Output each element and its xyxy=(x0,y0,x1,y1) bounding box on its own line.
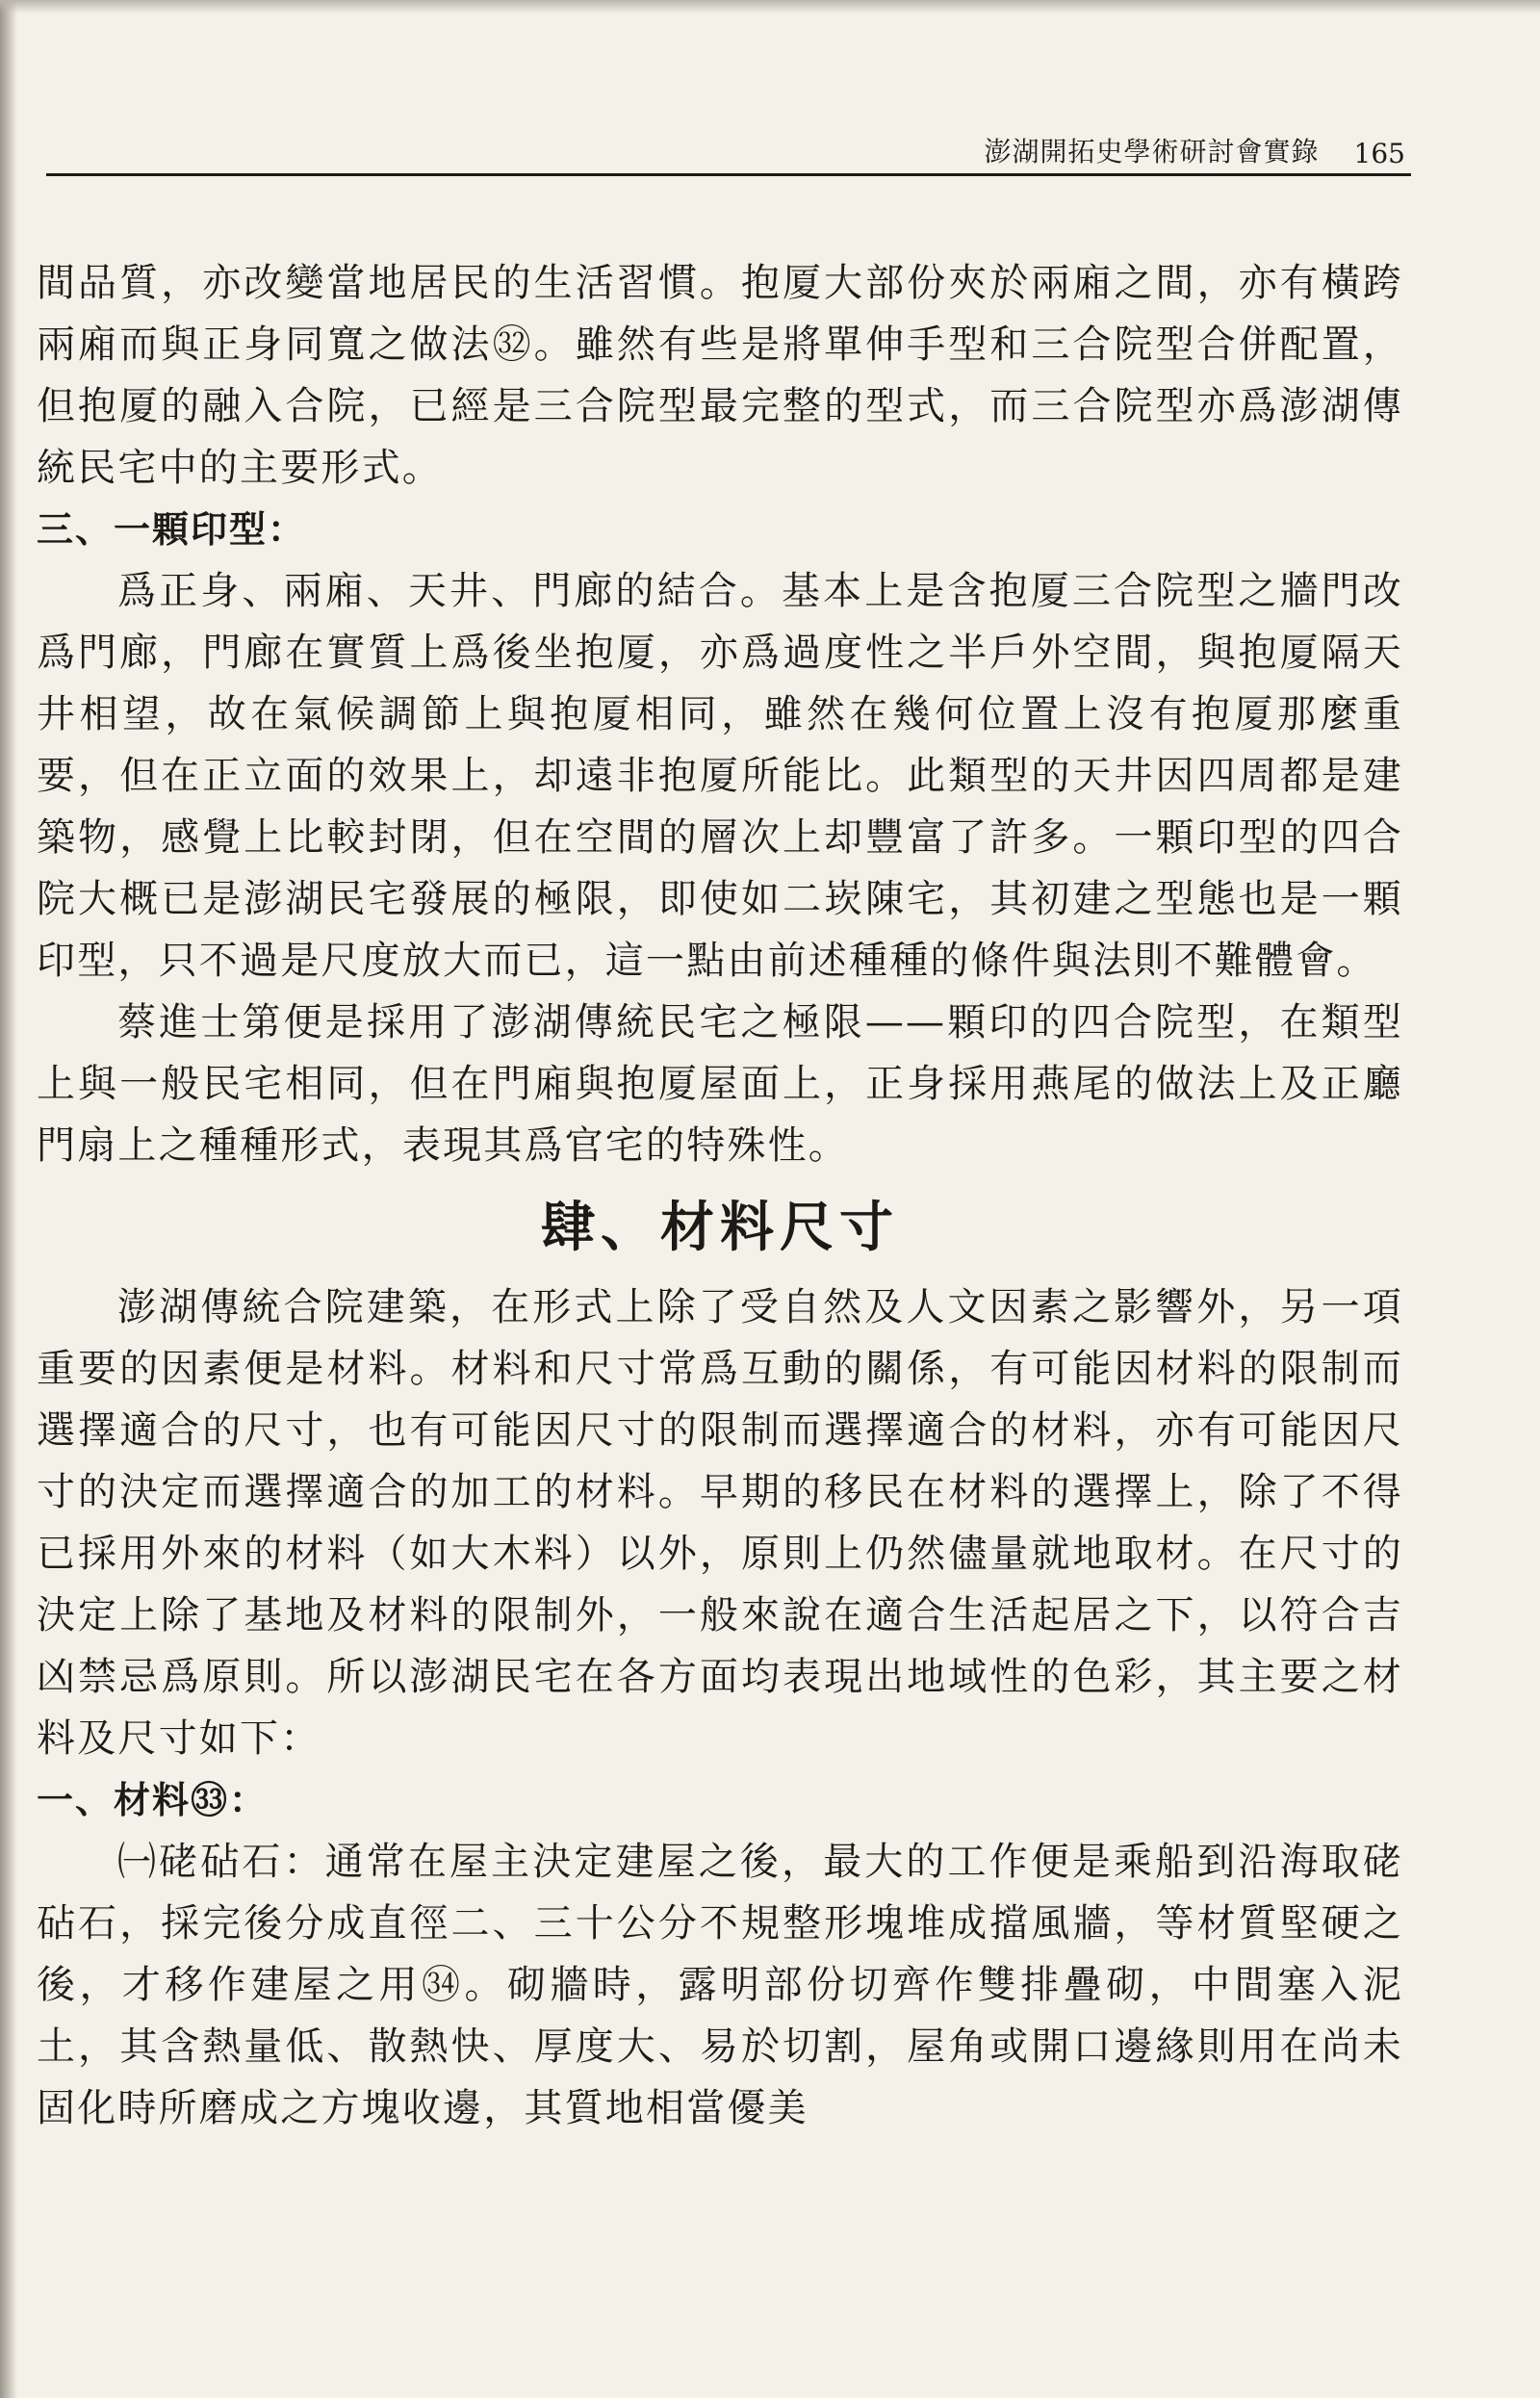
paragraph-continued: 間品質，亦改變當地居民的生活習慣。抱厦大部份夾於兩廂之間，亦有橫跨兩廂而與正身同寬之做法㉜。雖然有些是將單伸手型和三合院型合併配置，但抱厦的融入合院，已經是三合院型最完整的型式，而三合院型亦爲澎湖傳統民宅中的主要形式。 xyxy=(37,261,1403,490)
binding-shadow xyxy=(0,0,17,2398)
section-heading-materials: 肆、材料尺寸 xyxy=(541,1197,899,1259)
journal-title: 澎湖開拓史學術研討會實錄 xyxy=(984,136,1320,168)
subheading-one-seal-type: 三、一顆印型： xyxy=(37,508,307,551)
paragraph-coral-stone: ㈠硓砧石：通常在屋主決定建屋之後，最大的工作便是乘船到沿海取硓砧石，採完後分成直徑二、三十公分不規整形塊堆成擋風牆，等材質堅硬之後，才移作建屋之用㉞。砌牆時，露明部份切齊作雙排疊砌，中間塞入泥土，其含熱量低、散熱快、厚度大、易於切割，屋角或開口邊緣則用在尚未固化時所磨成之方塊收邊，其質地相當優美 xyxy=(37,1840,1403,2130)
body-text xyxy=(37,252,1403,2139)
paragraph-tsai-residence: 蔡進士第便是採用了澎湖傳統民宅之極限——顆印的四合院型，在類型上與一般民宅相同，但在門廂與抱厦屋面上，正身採用燕尾的做法上及正廳門扇上之種種形式，表現其爲官宅的特殊性。 xyxy=(37,1000,1403,1168)
subheading-materials: 一、材料㉝： xyxy=(37,1779,269,1821)
paragraph-one-seal-type: 爲正身、兩廂、天井、門廊的結合。基本上是含抱厦三合院型之牆門改爲門廊，門廊在實質上爲後坐抱厦，亦爲過度性之半戶外空間，與抱厦隔天井相望，故在氣候調節上與抱厦相同，雖然在幾何位置上沒有抱厦那麼重要，但在正立面的效果上，却遠非抱厦所能比。此類型的天井因四周都是建築物，感覺上比較封閉，但在空間的層次上却豐富了許多。一顆印型的四合院大概已是澎湖民宅發展的極限，即使如二崁陳宅，其初建之型態也是一顆印型，只不過是尺度放大而已，這一點由前述種種的條件與法則不難體會。 xyxy=(37,569,1403,983)
running-header xyxy=(46,129,1411,176)
paragraph-materials-intro: 澎湖傳統合院建築，在形式上除了受自然及人文因素之影響外，另一項重要的因素便是材料。材料和尺寸常爲互動的關係，有可能因材料的限制而選擇適合的尺寸，也有可能因尺寸的限制而選擇適合的材料，亦有可能因尺寸的決定而選擇適合的加工的材料。早期的移民在材料的選擇上，除了不得已採用外來的材料（如大木料）以外，原則上仍然儘量就地取材。在尺寸的決定上除了基地及材料的限制外，一般來說在適合生活起居之下，以符合吉凶禁忌爲原則。所以澎湖民宅在各方面均表現出地域性的色彩，其主要之材料及尺寸如下： xyxy=(37,1285,1403,1761)
scan-edge-shadow xyxy=(0,0,1540,13)
page-number: 165 xyxy=(1353,138,1405,169)
